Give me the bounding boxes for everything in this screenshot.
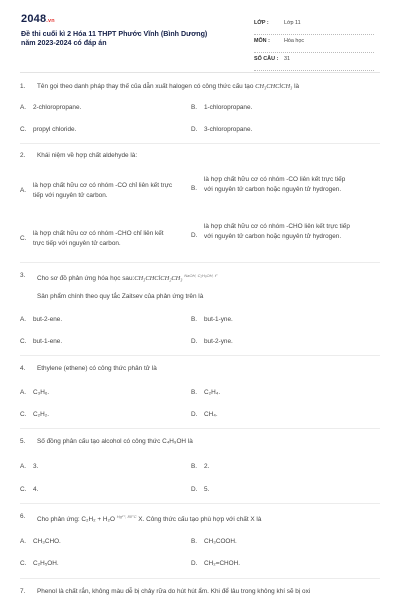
info-row-class — [254, 17, 374, 35]
exam-title-line2: năm 2023-2024 có đáp án — [21, 39, 107, 48]
option-label: D. — [191, 126, 198, 133]
option-text: 2-chloropropane. — [33, 104, 82, 111]
option-text: 2. — [204, 463, 210, 470]
question-text — [20, 364, 380, 373]
question-4 — [20, 364, 380, 373]
option-label: C. — [20, 560, 27, 567]
option-text: but-1-ene. — [33, 338, 63, 345]
option-text: 3-chloropropane. — [204, 126, 253, 133]
question-1 — [20, 82, 380, 91]
option-label: B. — [191, 185, 198, 192]
option-text: propyl chloride. — [33, 126, 77, 133]
option-text: 3. — [33, 463, 39, 470]
header-divider — [20, 72, 380, 73]
question-formula: CH₃CHClCH₃ — [255, 83, 293, 90]
option-label: D. — [191, 486, 198, 493]
option-text: but-2-ene. — [33, 316, 63, 323]
logo-suffix: .vn — [46, 18, 55, 24]
question-line2 — [20, 292, 380, 301]
option-label: A. — [20, 104, 27, 111]
exam-title — [21, 30, 251, 48]
option-text: C₂H₄. — [204, 389, 221, 396]
option-text: 4. — [33, 486, 39, 493]
question-divider — [20, 428, 380, 429]
option-text: but-2-yne. — [204, 338, 233, 345]
exam-header — [0, 0, 400, 64]
option-label: D. — [191, 232, 198, 239]
reaction-condition: NaOH, C₂H₅OH, t° — [184, 273, 218, 278]
option-text: là hợp chất hữu cơ có nhóm -CO liên kết trực tiếp với nguyên tử carbon hoặc nguyên tử hydrogen. — [204, 176, 346, 194]
site-logo[interactable] — [21, 13, 55, 25]
option-label: D. — [191, 338, 198, 345]
option-text: but-1-yne. — [204, 316, 233, 323]
question-number: 5. — [20, 438, 26, 445]
option-text: là hợp chất hữu cơ có nhóm -CHO liên kết trực tiếp với nguyên tử carbon hoặc nguyên tử hydrogen. — [204, 223, 350, 241]
question-divider — [20, 262, 380, 263]
option-text: C₂H₂. — [33, 411, 49, 418]
info-value: 31 — [284, 56, 290, 62]
question-stem: Tên gọi theo danh pháp thay thế của dẫn xuất halogen có công thức cấu tạo — [37, 83, 256, 90]
info-row-subject — [254, 35, 374, 53]
option-label: B. — [191, 316, 198, 323]
question-number: 3. — [20, 272, 26, 279]
question-number: 6. — [20, 513, 26, 520]
question-stem: Cho phản ứng: C₂H₂ + H₂O — [37, 516, 115, 523]
exam-title-line1: Đề thi cuối kì 2 Hóa 11 THPT Phước Vĩnh (Bình Dương) — [21, 30, 208, 38]
question-stem: Số đồng phân cấu tạo alcohol có công thức C₄H₉OH là — [37, 438, 193, 445]
option-label: C. — [20, 126, 27, 133]
option-label: C. — [20, 411, 27, 418]
info-value: Lớp 11 — [284, 20, 301, 26]
question-text — [20, 512, 380, 524]
question-suffix: X. Công thức cấu tạo phù hợp với chất X là — [136, 516, 262, 523]
question-number: 4. — [20, 365, 26, 372]
option-label: A. — [20, 316, 27, 323]
option-label: C. — [20, 235, 27, 242]
question-text — [20, 587, 382, 596]
option-label: B. — [191, 463, 198, 470]
option-text: 5. — [204, 486, 210, 493]
question-3 — [20, 271, 380, 301]
option-text: CH₄. — [204, 411, 218, 418]
info-key: MÔN : — [254, 38, 270, 44]
question-divider — [20, 143, 380, 144]
question-2 — [20, 151, 380, 160]
question-formula: CH₃CHClCH₂CH₃ — [134, 275, 183, 282]
question-divider — [20, 355, 380, 356]
info-row-count — [254, 53, 374, 71]
option-text: C₂H₅OH. — [33, 560, 59, 567]
question-6 — [20, 512, 380, 524]
exam-info-box — [254, 17, 374, 71]
logo-text: 2048 — [21, 13, 47, 25]
option-text: 1-chloropropane. — [204, 104, 253, 111]
question-number: 1. — [20, 83, 26, 90]
question-divider — [20, 578, 380, 579]
option-text: CH₃CHO. — [33, 538, 61, 545]
option-label: C. — [20, 486, 27, 493]
question-number: 2. — [20, 152, 26, 159]
question-7 — [20, 587, 382, 596]
option-label: C. — [20, 338, 27, 345]
option-label: B. — [191, 104, 198, 111]
option-text: là hợp chất hữu cơ có nhóm -CHO chỉ liên kết trực tiếp với nguyên tử carbon. — [33, 230, 164, 248]
question-suffix: là — [292, 83, 300, 90]
question-text — [20, 151, 380, 160]
info-value: Hóa học — [284, 38, 305, 44]
option-text: C₃H₆. — [33, 389, 50, 396]
option-label: A. — [20, 538, 27, 545]
question-stem: Cho sơ đồ phản ứng hóa học sau: — [37, 275, 135, 282]
option-text: CH₂=CHOH. — [204, 560, 241, 567]
reaction-condition: Hg²⁺, 80°C — [116, 514, 137, 519]
option-label: A. — [20, 187, 27, 194]
question-5 — [20, 437, 380, 446]
question-text — [20, 82, 380, 91]
option-label: D. — [191, 411, 198, 418]
option-text: CH₃COOH. — [204, 538, 237, 545]
option-text: là hợp chất hữu cơ có nhóm -CO chỉ liên kết trực tiếp với nguyên tử carbon. — [33, 182, 173, 200]
question-stem: Ethylene (ethene) có công thức phân tử là — [37, 365, 157, 372]
question-number: 7. — [20, 588, 26, 595]
question-text — [20, 437, 380, 446]
info-key: LỚP : — [254, 20, 269, 26]
question-stem-line2: Sản phẩm chính theo quy tắc Zaitsev của phản ứng trên là — [37, 293, 204, 300]
option-label: A. — [20, 389, 27, 396]
question-text — [20, 271, 380, 283]
option-label: D. — [191, 560, 198, 567]
info-key: SỐ CÂU : — [254, 56, 279, 62]
option-label: A. — [20, 463, 27, 470]
question-stem: Khái niệm về hợp chất aldehyde là: — [37, 152, 138, 159]
option-label: B. — [191, 389, 198, 396]
question-stem: Phenol là chất rắn, không màu dễ bị chảy rữa do hút hút ẩm. Khi để lâu trong không khí sẽ bị oxi — [37, 588, 311, 595]
question-divider — [20, 503, 380, 504]
option-label: B. — [191, 538, 198, 545]
